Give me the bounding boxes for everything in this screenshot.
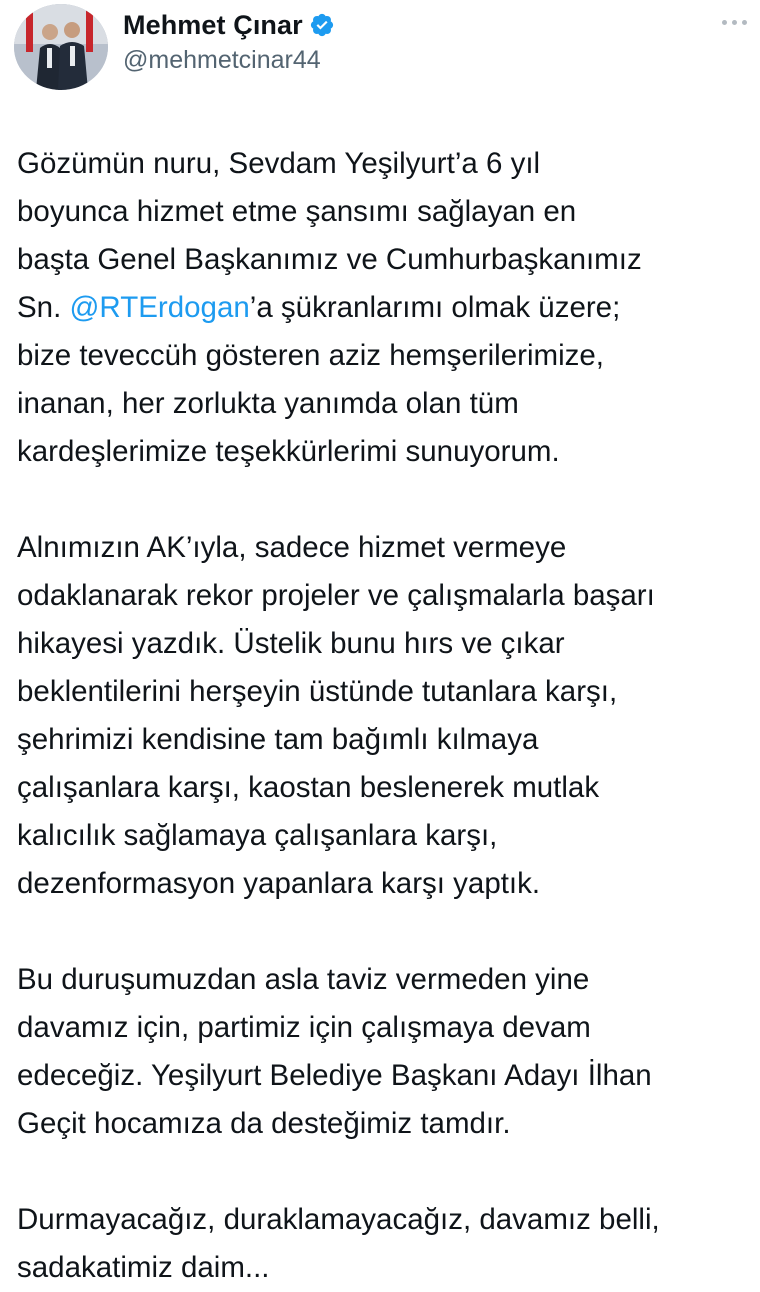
- tweet-line: Geçit hocamıza da desteğimiz tamdır.: [17, 1107, 511, 1140]
- tweet-text-segment: Sn.: [17, 291, 70, 324]
- tweet-line: kalıcılık sağlamaya çalışanlara karşı,: [17, 819, 498, 852]
- tweet-line: çalışanlara karşı, kaostan beslenerek mutlak: [17, 771, 600, 804]
- tweet-line: Gözümün nuru, Sevdam Yeşilyurt’a 6 yıl: [17, 147, 541, 180]
- tweet-line: başta Genel Başkanımız ve Cumhurbaşkanımız: [17, 243, 642, 276]
- tweet-line: inanan, her zorlukta yanımda olan tüm: [17, 387, 519, 420]
- tweet-line: beklentilerini herşeyin üstünde tutanlara karşı,: [17, 675, 618, 708]
- more-options-icon[interactable]: [722, 20, 752, 30]
- author-handle[interactable]: @mehmetcinar44: [123, 46, 321, 74]
- name-row: [123, 8, 335, 42]
- tweet-line: kardeşlerimize teşekkürlerimi sunuyorum.: [17, 435, 560, 468]
- verified-badge-icon: [309, 12, 335, 38]
- tweet-header: [14, 4, 754, 90]
- tweet-line: bize teveccüh gösteren aziz hemşerilerimize,: [17, 339, 604, 372]
- tweet-paragraph: [17, 1196, 760, 1292]
- tweet-line: Durmayacağız, duraklamayacağız, davamız belli,: [17, 1203, 660, 1236]
- tweet-line: odaklanarak rekor projeler ve çalışmalarla başarı: [17, 579, 655, 612]
- avatar-photo: [14, 4, 108, 90]
- author-info: [123, 8, 335, 75]
- tweet-line: [17, 284, 760, 332]
- tweet-line: Bu duruşumuzdan asla taviz vermeden yine: [17, 963, 590, 996]
- tweet-line: boyunca hizmet etme şansımı sağlayan en: [17, 195, 577, 228]
- tweet-line: sadakatimiz daim...: [17, 1251, 270, 1284]
- tweet-line: dezenformasyon yapanlara karşı yaptık.: [17, 867, 541, 900]
- tweet-paragraph: [17, 956, 760, 1148]
- author-display-name[interactable]: Mehmet Çınar: [123, 9, 303, 40]
- tweet-line: hikayesi yazdık. Üstelik bunu hırs ve çıkar: [17, 627, 565, 660]
- tweet-text-segment: ’a şükranlarımı olmak üzere;: [249, 291, 621, 324]
- tweet-line: edeceğiz. Yeşilyurt Belediye Başkanı Adayı İlhan: [17, 1059, 652, 1092]
- tweet-line: Alnımızın AK’ıyla, sadece hizmet vermeye: [17, 531, 567, 564]
- tweet-text: [17, 140, 760, 1292]
- tweet-paragraph: [17, 140, 760, 476]
- tweet-line: şehrimizi kendisine tam bağımlı kılmaya: [17, 723, 539, 756]
- mention-link[interactable]: @RTErdogan: [69, 291, 250, 324]
- avatar[interactable]: [14, 4, 108, 90]
- tweet-line: davamız için, partimiz için çalışmaya devam: [17, 1011, 591, 1044]
- tweet-paragraph: [17, 524, 760, 908]
